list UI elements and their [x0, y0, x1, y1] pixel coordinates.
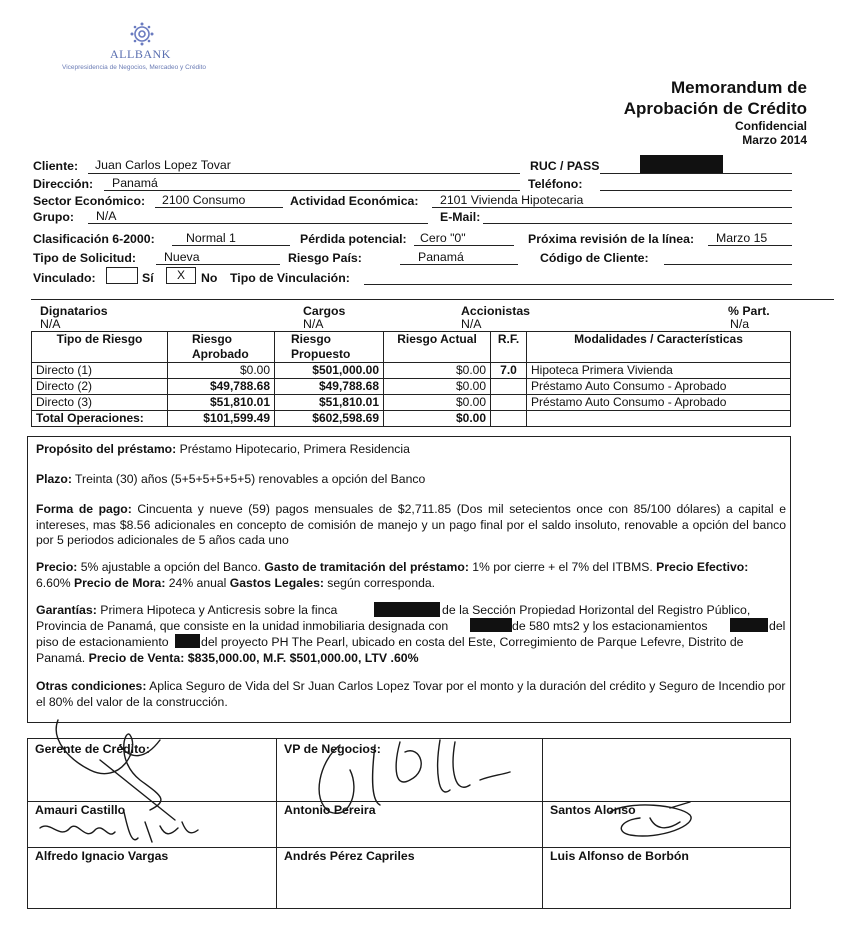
th-tipo: Tipo de Riesgo [32, 332, 168, 363]
th-actual: Riesgo Actual [384, 332, 491, 363]
riesgo-pais-label: Riesgo País: [288, 251, 362, 265]
dignatarios-value: N/A [40, 317, 61, 331]
mora-value: 24% anual [165, 575, 230, 590]
direccion-label: Dirección: [33, 177, 94, 191]
cell-aprobado: $0.00 [168, 363, 275, 379]
solicitud-label: Tipo de Solicitud: [33, 251, 136, 265]
cell-modalidad: Préstamo Auto Consumo - Aprobado [527, 379, 791, 395]
efectivo-value: 6.60% [36, 575, 74, 590]
cell-rf: 7.0 [491, 363, 527, 379]
cell-propuesto: $51,810.01 [275, 395, 384, 411]
cell-modalidad: Hipoteca Primera Vivienda [527, 363, 791, 379]
otras-value: Aplica Seguro de Vida del Sr Juan Carlos Lopez Tovar por el monto y la duración del crédito y Seguro de Incendio por el 80% del valor de la construcción. [36, 679, 786, 709]
th-modalidades: Modalidades / Características [527, 332, 791, 363]
efectivo-label: Precio Efectivo: [656, 560, 749, 574]
actividad-label: Actividad Económica: [290, 194, 419, 208]
precio-value: 5% ajustable a opción del Banco. [77, 560, 265, 574]
gasto-label: Gasto de tramitación del préstamo: [264, 560, 469, 574]
ruc-label: RUC / PASS [530, 159, 600, 173]
signer-name-3: Santos Alonso [550, 803, 636, 817]
email-label: E-Mail: [440, 210, 481, 224]
grupo-value: N/A [96, 209, 117, 223]
garantias-label: Garantías: [36, 603, 97, 617]
riesgo-pais-value: Panamá [418, 250, 464, 264]
memo-title-line2: Aprobación de Crédito [623, 99, 807, 118]
gasto-value: 1% por cierre + el 7% del ITBMS. [468, 560, 657, 574]
cell-propuesto: $501,000.00 [275, 363, 384, 379]
vp-negocios-label: VP de Negocios: [284, 742, 381, 756]
cell-aprobado: $49,788.68 [168, 379, 275, 395]
tipo-vinculacion-label: Tipo de Vinculación: [230, 271, 350, 285]
mora-label: Precio de Mora: [73, 575, 166, 590]
sector-value: 2100 Consumo [162, 193, 246, 207]
cliente-value: Juan Carlos Lopez Tovar [95, 158, 231, 172]
proposito-label: Propósito del préstamo: [36, 442, 177, 456]
plazo-value: Treinta (30) años (5+5+5+5+5+5) renovables a opción del Banco [71, 472, 426, 486]
cell-actual: $0.00 [384, 395, 491, 411]
actividad-value: 2101 Vivienda Hipotecaria [440, 193, 584, 207]
signer-name-1: Amauri Castillo [35, 803, 126, 817]
cell-propuesto: $49,788.68 [275, 379, 384, 395]
part-label: % Part. [728, 304, 770, 318]
otras-label: Otras condiciones: [36, 679, 147, 693]
signer-name-5: Andrés Pérez Capriles [284, 849, 415, 863]
signer-name-2: Antonio Pereira [284, 803, 376, 817]
th-propuesto: Riesgo Propuesto [275, 332, 384, 363]
precio-venta: Precio de Venta: $835,000.00, M.F. $501,000.00, LTV .60% [88, 651, 419, 665]
garantias-text-8: Panamá. [36, 651, 89, 665]
cell-total-aprobado: $101,599.49 [168, 411, 275, 427]
logo-subtitle: Vicepresidencia de Negocios, Mercadeo y Crédito [62, 64, 207, 71]
grupo-label: Grupo: [33, 210, 74, 224]
part-value: N/a [730, 317, 750, 331]
clasificacion-value: Normal 1 [186, 231, 236, 245]
vinculado-no-checkbox[interactable]: X [166, 267, 196, 284]
forma-label: Forma de pago: [36, 502, 132, 516]
forma-value: Cincuenta y nueve (59) pagos mensuales de $2,711.85 (Dos mil setecientos once con 85/100 dólares) a capital e intereses, mas $8.56 adicionales en concepto de comisión de manejo y un pago final por el saldo insoluto, renovable a opción del banco por 5 periodos adicionales de 5 años cada uno [36, 502, 786, 547]
plazo-label: Plazo: [36, 472, 72, 486]
cargos-value: N/A [303, 317, 324, 331]
garantias-text-5: del [769, 619, 786, 633]
legales-value: según corresponda. [323, 575, 436, 590]
codigo-label: Código de Cliente: [540, 251, 649, 265]
th-rf: R.F. [491, 332, 527, 363]
no-label: No [201, 271, 218, 285]
sector-label: Sector Económico: [33, 194, 146, 208]
proposito-value: Préstamo Hipotecario, Primera Residencia [176, 442, 410, 456]
signer-name-6: Luis Alfonso de Borbón [550, 849, 689, 863]
garantias-text-1: Primera Hipoteca y Anticresis sobre la finca [96, 603, 338, 617]
cell-actual: $0.00 [384, 363, 491, 379]
clasificacion-label: Clasificación 6-2000: [33, 232, 155, 246]
accionistas-label: Accionistas [461, 304, 531, 318]
direccion-value: Panamá [112, 176, 158, 190]
si-label: Sí [142, 271, 154, 285]
santos-signature [610, 802, 691, 836]
precio-label: Precio: [36, 560, 78, 574]
accionistas-value: N/A [461, 317, 482, 331]
gerente-credito-label: Gerente de Crédito: [35, 742, 150, 756]
th-aprobado: Riesgo Aprobado [168, 332, 275, 363]
garantias-text-3: Provincia de Panamá, que consiste en la unidad inmobiliaria designada con [36, 619, 449, 633]
vinculado-label: Vinculado: [33, 271, 96, 285]
garantias-text-4: de 580 mts2 y los estacionamientos [512, 619, 708, 633]
cell-tipo: Directo (3) [32, 395, 168, 411]
memo-date: Marzo 2014 [742, 133, 807, 147]
cell-total-propuesto: $602,598.69 [275, 411, 384, 427]
perdida-value: Cero "0" [420, 231, 466, 245]
cell-tipo: Directo (2) [32, 379, 168, 395]
perdida-label: Pérdida potencial: [300, 232, 407, 246]
vp-signature [319, 740, 510, 813]
telefono-label: Teléfono: [528, 177, 583, 191]
revision-label: Próxima revisión de la línea: [528, 232, 695, 246]
garantias-text-6: piso de estacionamiento [36, 635, 169, 649]
garantias-text-7: del proyecto PH The Pearl, ubicado en costa del Este, Corregimiento de Parque Lefevre, Distrito de [201, 635, 744, 649]
legales-label: Gastos Legales: [229, 575, 324, 590]
cell-modalidad: Préstamo Auto Consumo - Aprobado [527, 395, 791, 411]
cell-tipo: Directo (1) [32, 363, 168, 379]
cell-aprobado: $51,810.01 [168, 395, 275, 411]
cargos-label: Cargos [303, 304, 346, 318]
confidential-label: Confidencial [734, 119, 807, 133]
memo-title-line1: Memorandum de [670, 78, 807, 97]
cell-total-actual: $0.00 [384, 411, 491, 427]
gerente-signature [56, 720, 175, 820]
cell-total-label: Total Operaciones: [32, 411, 168, 427]
revision-value: Marzo 15 [716, 231, 768, 245]
signer-name-4: Alfredo Ignacio Vargas [35, 849, 169, 863]
dignatarios-label: Dignatarios [40, 304, 108, 318]
cell-actual: $0.00 [384, 379, 491, 395]
cliente-label: Cliente: [33, 159, 79, 173]
garantias-text-2: de la Sección Propiedad Horizontal del Registro Público, [442, 603, 751, 617]
amauri-signature [40, 812, 198, 842]
solicitud-value: Nueva [164, 250, 200, 264]
logo-name: ALLBANK [110, 47, 171, 61]
